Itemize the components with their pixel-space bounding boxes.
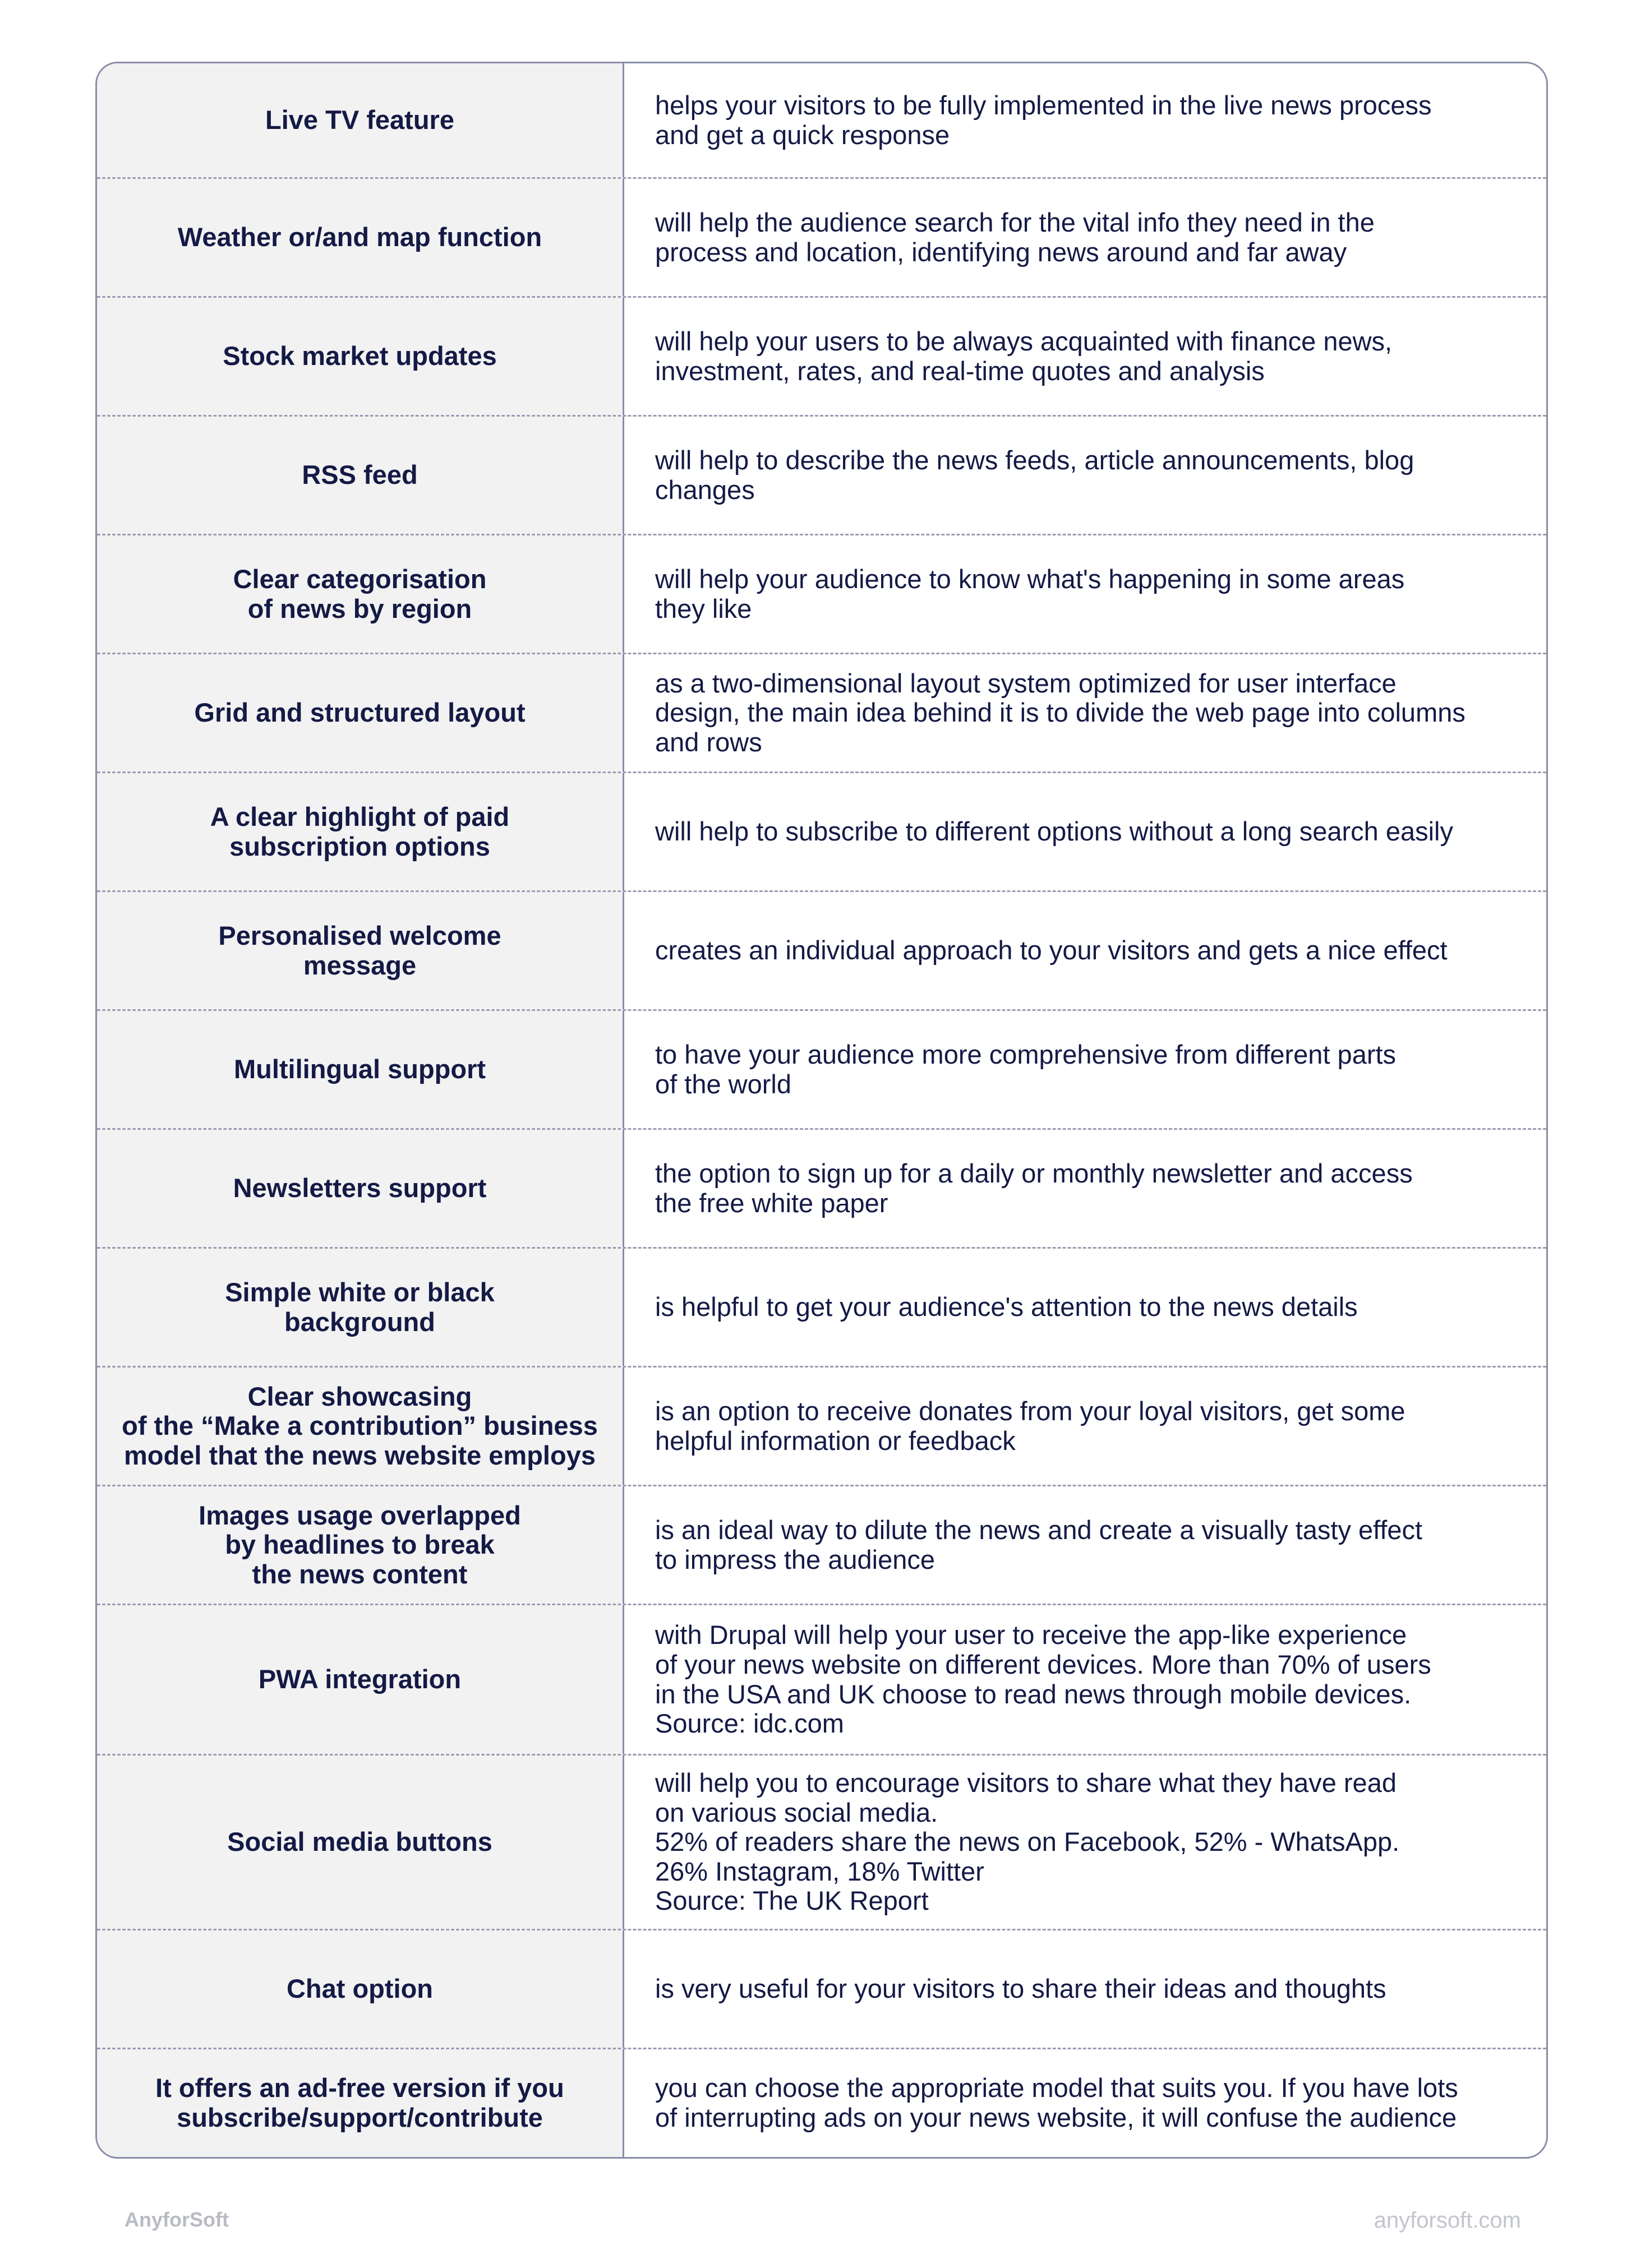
feature-cell: Grid and structured layout	[97, 654, 624, 772]
table-row	[97, 179, 1546, 298]
description-cell: to have your audience more comprehensive from different parts of the world	[655, 1039, 1397, 1099]
feature-cell: Multilingual support	[97, 1011, 624, 1128]
description-cell: will help your audience to know what's happening in some areas they like	[655, 563, 1405, 623]
description-cell: helps your visitors to be fully implemented in the live news process and get a quick response	[655, 90, 1432, 150]
table-row	[97, 1605, 1546, 1756]
table-row	[97, 1011, 1546, 1130]
table-row	[97, 535, 1546, 654]
table-row	[97, 773, 1546, 892]
table-row	[97, 1930, 1546, 2049]
table-row	[97, 1486, 1546, 1605]
feature-cell: PWA integration	[97, 1605, 624, 1754]
description-cell: will help the audience search for the vital info they need in the process and location, identifying news around and far away	[655, 207, 1375, 267]
description-cell: the option to sign up for a daily or monthly newsletter and access the free white paper	[655, 1158, 1413, 1218]
description-cell: will help your users to be always acquainted with finance news, investment, rates, and real-time quotes and analysis	[655, 326, 1393, 386]
website-link[interactable]: anyforsoft.com	[1374, 2208, 1521, 2233]
table-row	[97, 298, 1546, 417]
feature-cell: Newsletters support	[97, 1130, 624, 1247]
description-cell: is an option to receive donates from your loyal visitors, get some helpful information or feedback	[655, 1396, 1405, 1456]
table-row	[97, 2049, 1546, 2157]
feature-cell: Live TV feature	[97, 63, 624, 177]
features-table	[95, 62, 1548, 2159]
feature-cell: A clear highlight of paid subscription options	[97, 773, 624, 890]
table-row	[97, 1249, 1546, 1368]
feature-cell: Stock market updates	[97, 298, 624, 415]
feature-cell: Weather or/and map function	[97, 179, 624, 296]
table-row	[97, 654, 1546, 773]
description-cell: is very useful for your visitors to share their ideas and thoughts	[655, 1974, 1386, 2004]
description-cell: as a two-dimensional layout system optimized for user interface design, the main idea behind it is to divide the web page into columns and rows	[655, 668, 1466, 757]
description-cell: creates an individual approach to your visitors and gets a nice effect	[655, 935, 1448, 966]
table-row	[97, 417, 1546, 535]
table-row	[97, 892, 1546, 1011]
feature-cell: Chat option	[97, 1930, 624, 2048]
description-cell: will help to describe the news feeds, article announcements, blog changes	[655, 445, 1414, 505]
table-row	[97, 1368, 1546, 1486]
table-row	[97, 1756, 1546, 1930]
description-cell: will help you to encourage visitors to share what they have read on various social media. 52% of readers share the news on Facebook, 52% - WhatsApp. 26% Instagram, 18% Twitter Source: The UK Report	[655, 1767, 1400, 1916]
description-cell: you can choose the appropriate model that suits you. If you have lots of interrupting ads on your news website, it will confuse the audience	[655, 2073, 1458, 2132]
description-cell: will help to subscribe to different options without a long search easily	[655, 816, 1453, 847]
feature-cell: Simple white or black background	[97, 1249, 624, 1366]
description-cell: is helpful to get your audience's attention to the news details	[655, 1292, 1358, 1322]
feature-cell: RSS feed	[97, 417, 624, 534]
feature-cell: Clear categorisation of news by region	[97, 535, 624, 653]
feature-cell: Images usage overlapped by headlines to break the news content	[97, 1486, 624, 1604]
description-cell: is an ideal way to dilute the news and create a visually tasty effect to impress the audience	[655, 1514, 1423, 1574]
feature-cell: Clear showcasing of the “Make a contribution” business model that the news website employs	[97, 1368, 624, 1485]
feature-cell: It offers an ad-free version if you subscribe/support/contribute	[97, 2049, 624, 2157]
brand-logo-text: AnyforSoft	[125, 2208, 229, 2231]
table-row	[97, 63, 1546, 179]
description-cell: with Drupal will help your user to receive the app-like experience of your news website on different devices. More than 70% of users in the USA and UK choose to read news through mobile devices. Source: idc.com	[655, 1620, 1431, 1739]
feature-cell: Personalised welcome message	[97, 892, 624, 1009]
table-row	[97, 1130, 1546, 1249]
feature-cell: Social media buttons	[97, 1756, 624, 1929]
